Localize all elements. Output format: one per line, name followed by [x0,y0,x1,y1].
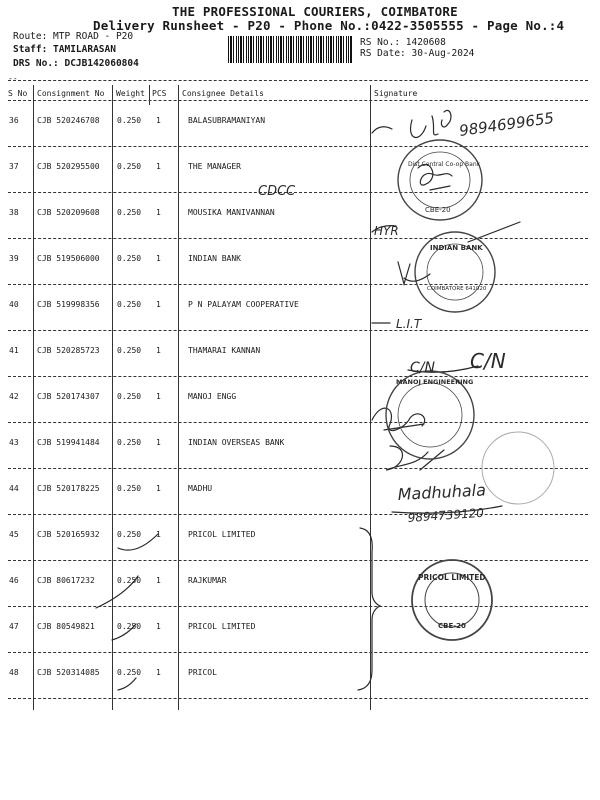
bracket-45-48 [358,528,380,690]
cell-consignment: CJB 520174307 [37,392,100,401]
stamp-37-text: Dist Central Co-op Bank [408,161,481,168]
cell-weight: 0.250 [117,392,142,401]
cell-consignee: THE MANAGER [188,162,241,171]
cell-consignment: CJB 80617232 [37,576,95,585]
cell-consignee: PRICOL LIMITED [188,622,256,631]
handwritten-note-41a: C/N [410,360,435,376]
cell-weight: 0.250 [117,530,142,539]
rs-number: RS No.: 1420608 [360,37,446,48]
cell-sno: 43 [9,438,19,447]
handwritten-note-38: HYR [374,224,399,238]
stamp-42-text: MANOJ ENGINEERING [396,378,474,386]
cell-sno: 38 [9,208,19,217]
handwritten-note-37: CDCC [258,184,296,199]
signature-36 [372,110,451,137]
stamp-45-city: CBE-20 [438,622,466,630]
rs-date: RS Date: 30-Aug-2024 [360,48,475,59]
cell-weight: 0.250 [117,208,142,217]
cell-pcs: 1 [156,392,161,401]
cell-weight: 0.250 [117,346,142,355]
cell-pcs: 1 [156,530,161,539]
cell-consignment: CJB 520209608 [37,208,100,217]
cell-pcs: 1 [156,208,161,217]
cell-sno: 48 [9,668,19,677]
company-title: THE PROFESSIONAL COURIERS, COIMBATORE [172,4,458,19]
cell-consignment: CJB 520246708 [37,116,100,125]
cell-weight: 0.250 [117,484,142,493]
cell-consignment: CJB 520285723 [37,346,100,355]
cell-consignment: CJB 520295500 [37,162,100,171]
col-dash: -- [8,74,18,83]
stamp-45-text: PRICOL LIMITED [418,573,486,582]
cell-consignee: MANOJ ENGG [188,392,237,401]
signature-37 [418,164,452,190]
cell-sno: 37 [9,162,19,171]
stamp-42-inner [398,383,462,447]
col-header-sno: S No [8,89,28,98]
cell-sno: 46 [9,576,19,585]
cell-consignment: CJB 520165932 [37,530,100,539]
cell-pcs: 1 [156,576,161,585]
cell-sno: 39 [9,254,19,263]
cell-consignee: P N PALAYAM COOPERATIVE [188,300,299,309]
cell-consignee: INDIAN OVERSEAS BANK [188,438,285,447]
runsheet-subtitle: Delivery Runsheet - P20 - Phone No.:0422-3505555 - Page No.:4 [93,18,565,33]
cell-weight: 0.250 [117,116,142,125]
cell-consignee: INDIAN BANK [188,254,241,263]
stamp-39-text: INDIAN BANK [430,244,483,252]
staff-label: Staff: TAMILARASAN [13,44,116,55]
cell-pcs: 1 [156,346,161,355]
cell-pcs: 1 [156,668,161,677]
drs-number: DRS No.: DCJB142060804 [13,58,139,69]
cell-pcs: 1 [156,622,161,631]
cell-sno: 45 [9,530,19,539]
cell-weight: 0.250 [117,438,142,447]
cell-consignee: PRICOL [188,668,217,677]
cell-consignment: CJB 80549821 [37,622,95,631]
cell-sno: 40 [9,300,19,309]
cell-pcs: 1 [156,484,161,493]
cell-consignee: MOUSIKA MANIVANNAN [188,208,275,217]
cell-consignment: CJB 519998356 [37,300,100,309]
cell-sno: 41 [9,346,19,355]
cell-consignment: CJB 519941484 [37,438,100,447]
cell-pcs: 1 [156,438,161,447]
col-header-weight: Weight [116,89,145,98]
cell-weight: 0.250 [117,622,142,631]
cell-consignee: BALASUBRAMANIYAN [188,116,266,125]
route-label: Route: MTP ROAD - P20 [13,31,134,42]
tick-45 [118,534,158,550]
signature-39 [398,262,430,284]
tick-46 [96,576,138,608]
cell-pcs: 1 [156,300,161,309]
handwritten-note-40: L.I.T [396,317,422,331]
cell-sno: 44 [9,484,19,493]
stamp-37-city: CBE-20 [425,206,451,214]
cell-sno: 47 [9,622,19,631]
cell-pcs: 1 [156,254,161,263]
cell-consignee: MADHU [188,484,213,493]
cell-consignee: THAMARAI KANNAN [188,346,261,355]
stamp-43-faint [482,432,554,504]
tick-48 [118,678,136,690]
handwritten-phone-36: 9894699655 [458,108,556,140]
tick-47 [112,624,136,640]
col-header-consignee: Consignee Details [182,89,264,98]
cell-consignment: CJB 519506000 [37,254,100,263]
cell-pcs: 1 [156,162,161,171]
cell-pcs: 1 [156,116,161,125]
handwritten-phone-44: 9894739120 [407,505,485,525]
cell-consignment: CJB 520178225 [37,484,100,493]
col-header-signature: Signature [374,89,418,98]
col-header-pcs: PCS [152,89,167,98]
cell-weight: 0.250 [117,254,142,263]
cell-consignee: PRICOL LIMITED [188,530,256,539]
handwritten-name-44: Madhuhala [397,480,487,504]
cell-sno: 36 [9,116,19,125]
col-header-consignment: Consignment No [37,89,105,98]
cell-weight: 0.250 [117,162,142,171]
stamp-39-city: COIMBATORE 641020 [427,286,487,292]
handwritten-note-41b: C/N [470,349,506,373]
cell-consignment: CJB 520314085 [37,668,100,677]
cell-weight: 0.250 [117,300,142,309]
cell-consignee: RAJKUMAR [188,576,227,585]
cell-weight: 0.250 [117,576,142,585]
cell-sno: 42 [9,392,19,401]
cell-weight: 0.250 [117,668,142,677]
